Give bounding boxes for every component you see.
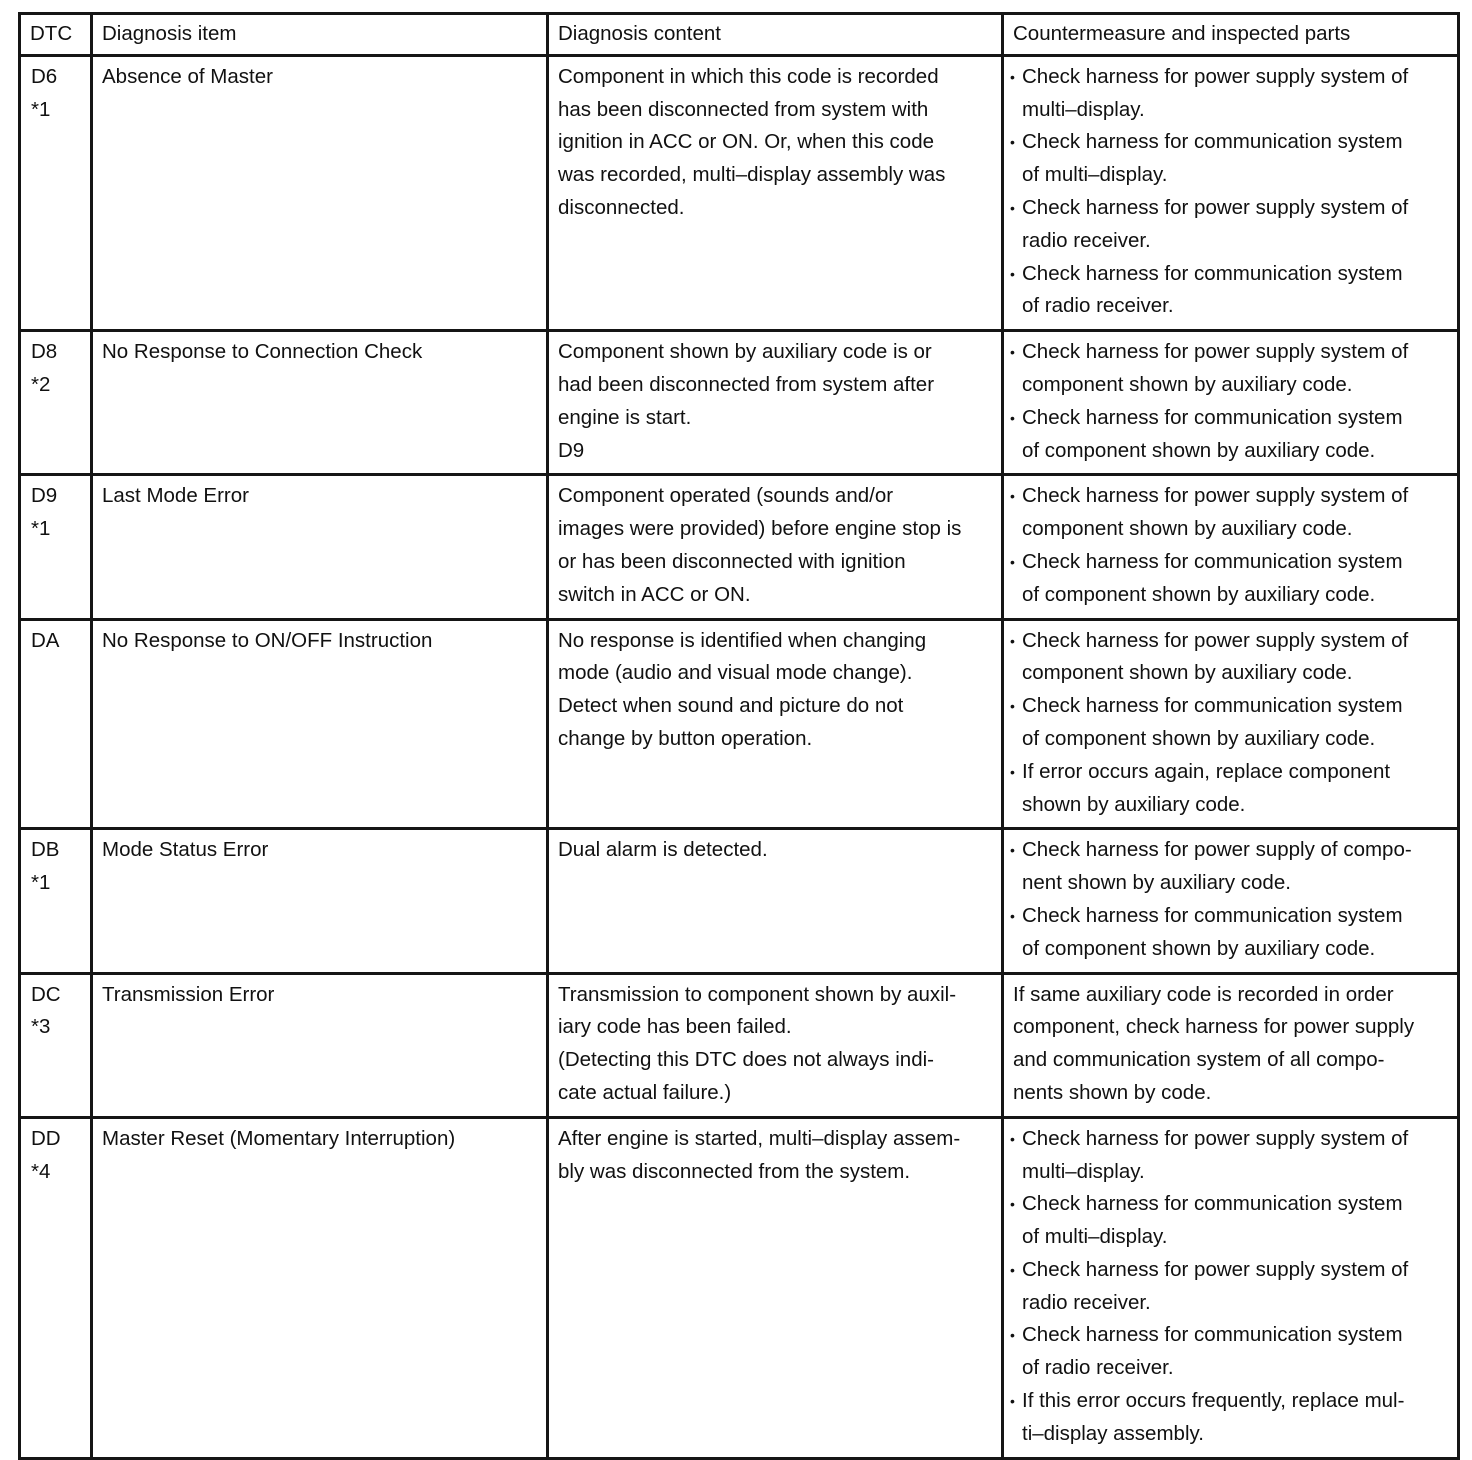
bullet-icon: • [1010,1327,1015,1344]
dtc-code: DB [31,838,60,862]
bullet-icon: • [1010,842,1015,859]
dtc-footnote: *1 [31,517,51,541]
header-row [20,14,1459,56]
countermeasure-item [1010,1123,1449,1189]
diagnosis-item: Last Mode Error [102,484,249,508]
bullet-icon: • [1010,265,1015,282]
countermeasure-line: Check harness for communication system [1022,261,1403,285]
diagnosis-content-line: images were provided) before engine stop is [558,517,962,541]
diagnosis-content-line: has been disconnected from system with [558,97,929,121]
countermeasure-line: of radio receiver. [1022,294,1174,318]
countermeasure-line: Check harness for power supply system of [1022,1257,1409,1281]
diagnosis-content-cell [548,619,1003,829]
dtc-code: D8 [31,340,58,364]
diagnosis-content-line: Component operated (sounds and/or [558,484,894,508]
countermeasure-list [1010,834,1449,965]
diagnosis-content-cell [548,475,1003,619]
countermeasure-line: Check harness for power supply system of [1022,64,1409,88]
countermeasure-line: Check harness for communication system [1022,130,1403,154]
table-row [20,829,1459,973]
countermeasure-line: of multi–display. [1022,1225,1168,1249]
bullet-icon: • [1010,68,1015,85]
countermeasure-cell [1003,973,1459,1117]
table-row [20,973,1459,1117]
diagnosis-item-cell [92,55,548,330]
bullet-icon: • [1010,199,1015,216]
countermeasure-line: Check harness for communication system [1022,694,1403,718]
countermeasure-item [1010,61,1449,127]
diagnosis-content-cell [548,829,1003,973]
diagnosis-content-line: engine is start. [558,405,692,429]
countermeasure-list [1010,1123,1449,1451]
countermeasure-item [1010,192,1449,258]
diagnosis-content-line: iary code has been failed. [558,1015,792,1039]
dtc-footnote: *3 [31,1015,51,1039]
dtc-cell [20,475,92,619]
header-diagnosis-item: Diagnosis item [92,14,548,56]
bullet-icon: • [1010,907,1015,924]
countermeasure-item [1010,625,1449,691]
diagnosis-content-cell [548,331,1003,475]
countermeasure-line: component shown by auxiliary code. [1022,517,1353,541]
diagnosis-content-cell [548,55,1003,330]
bullet-icon: • [1010,344,1015,361]
dtc-cell [20,55,92,330]
table-row [20,331,1459,475]
countermeasure-line: of component shown by auxiliary code. [1022,936,1376,960]
countermeasure-line: Check harness for power supply system of [1022,1126,1409,1150]
countermeasure-line: component, check harness for power supply [1013,1015,1415,1039]
countermeasure-cell [1003,1117,1459,1458]
diagnosis-item-cell [92,619,548,829]
diagnosis-item: No Response to ON/OFF Instruction [102,628,433,652]
countermeasure-item [1010,690,1449,756]
dtc-table [18,12,1460,1460]
table-row [20,619,1459,829]
countermeasure-line: Check harness for power supply system of [1022,628,1409,652]
diagnosis-content-cell [548,973,1003,1117]
countermeasure-line: of component shown by auxiliary code. [1022,582,1376,606]
diagnosis-content-line: Component shown by auxiliary code is or [558,340,932,364]
countermeasure-cell [1003,619,1459,829]
countermeasure-item [1010,1188,1449,1254]
countermeasure-line: shown by auxiliary code. [1022,792,1246,816]
countermeasure-item [1010,126,1449,192]
diagnosis-content-line: Detect when sound and picture do not [558,694,904,718]
diagnosis-content-line: disconnected. [558,195,685,219]
diagnosis-content-line: mode (audio and visual mode change). [558,661,913,685]
countermeasure-line: Check harness for power supply of compo- [1022,838,1412,862]
diagnosis-content-line: or has been disconnected with ignition [558,549,906,573]
dtc-code: D6 [31,64,58,88]
dtc-footnote: *4 [31,1159,51,1183]
dtc-table-sheet [18,12,1460,1460]
diagnosis-content-line: ignition in ACC or ON. Or, when this code [558,130,935,154]
countermeasure-line: nent shown by auxiliary code. [1022,871,1291,895]
bullet-icon: • [1010,409,1015,426]
dtc-cell [20,829,92,973]
bullet-icon: • [1010,1261,1015,1278]
countermeasure-line: Check harness for communication system [1022,903,1403,927]
bullet-icon: • [1010,698,1015,715]
bullet-icon: • [1010,488,1015,505]
countermeasure-item [1010,258,1449,324]
diagnosis-content-line: D9 [558,438,585,462]
countermeasure-line: of component shown by auxiliary code. [1022,726,1376,750]
countermeasure-line: Check harness for communication system [1022,405,1403,429]
diagnosis-content-line: was recorded, multi–display assembly was [558,163,946,187]
countermeasure-line: Check harness for power supply system of [1022,340,1409,364]
diagnosis-item: Master Reset (Momentary Interruption) [102,1126,456,1150]
diagnosis-item: Absence of Master [102,64,273,88]
dtc-footnote: *1 [31,97,51,121]
countermeasure-line: multi–display. [1022,97,1145,121]
diagnosis-content-line: (Detecting this DTC does not always indi- [558,1048,934,1072]
countermeasure-cell [1003,331,1459,475]
table-row [20,1117,1459,1458]
bullet-icon: • [1010,553,1015,570]
countermeasure-cell [1003,829,1459,973]
countermeasure-line: of radio receiver. [1022,1356,1174,1380]
countermeasure-cell [1003,475,1459,619]
countermeasure-item [1010,1385,1449,1451]
bullet-icon: • [1010,1130,1015,1147]
countermeasure-line: component shown by auxiliary code. [1022,661,1353,685]
countermeasure-cell [1003,55,1459,330]
diagnosis-item-cell [92,829,548,973]
bullet-icon: • [1010,134,1015,151]
diagnosis-content-line: switch in ACC or ON. [558,582,751,606]
countermeasure-line: If same auxiliary code is recorded in order [1013,982,1394,1006]
header-countermeasure: Countermeasure and inspected parts [1003,14,1459,56]
dtc-footnote: *1 [31,871,51,895]
diagnosis-item: Mode Status Error [102,838,269,862]
countermeasure-line: and communication system of all compo- [1013,1048,1385,1072]
diagnosis-item-cell [92,331,548,475]
dtc-code: DD [31,1126,61,1150]
countermeasure-list [1010,61,1449,323]
dtc-code: D9 [31,484,58,508]
dtc-footnote: *2 [31,372,51,396]
table-row [20,475,1459,619]
bullet-icon: • [1010,1196,1015,1213]
countermeasure-line: ti–display assembly. [1022,1421,1204,1445]
diagnosis-content-line: cate actual failure.) [558,1080,732,1104]
diagnosis-item: Transmission Error [102,982,275,1006]
dtc-cell [20,331,92,475]
diagnosis-content-line: No response is identified when changing [558,628,927,652]
countermeasure-line: If this error occurs frequently, replace mul- [1022,1389,1405,1413]
dtc-cell [20,1117,92,1458]
countermeasure-line: of component shown by auxiliary code. [1022,438,1376,462]
countermeasure-item [1010,900,1449,966]
diagnosis-content-cell [548,1117,1003,1458]
dtc-cell [20,619,92,829]
countermeasure-item [1010,402,1449,468]
countermeasure-line: radio receiver. [1022,228,1151,252]
countermeasure-list [1010,336,1449,467]
dtc-code: DA [31,628,60,652]
countermeasure-line: Check harness for power supply system of [1022,195,1409,219]
table-row [20,55,1459,330]
dtc-code: DC [31,982,61,1006]
dtc-cell [20,973,92,1117]
countermeasure-item [1010,1319,1449,1385]
bullet-icon: • [1010,632,1015,649]
diagnosis-content-line: change by button operation. [558,726,813,750]
countermeasure-item [1010,756,1449,822]
countermeasure-item [1010,1254,1449,1320]
countermeasure-line: multi–display. [1022,1159,1145,1183]
countermeasure-item [1010,336,1449,402]
diagnosis-content-line: bly was disconnected from the system. [558,1159,911,1183]
diagnosis-item-cell [92,475,548,619]
diagnosis-content-line: had been disconnected from system after [558,372,935,396]
countermeasure-item [1010,546,1449,612]
countermeasure-item [1010,480,1449,546]
countermeasure-line: component shown by auxiliary code. [1022,372,1353,396]
countermeasure-line: Check harness for power supply system of [1022,484,1409,508]
diagnosis-content-line: Transmission to component shown by auxil- [558,982,957,1006]
countermeasure-list [1010,625,1449,822]
countermeasure-text [1013,979,1449,1110]
countermeasure-line: of multi–display. [1022,163,1168,187]
diagnosis-content-line: Dual alarm is detected. [558,838,768,862]
countermeasure-line: Check harness for communication system [1022,1192,1403,1216]
header-diagnosis-content: Diagnosis content [548,14,1003,56]
countermeasure-line: Check harness for communication system [1022,549,1403,573]
countermeasure-line: nents shown by code. [1013,1080,1212,1104]
countermeasure-item [1010,834,1449,900]
diagnosis-item-cell [92,973,548,1117]
dtc-table-body [20,55,1459,1458]
countermeasure-list [1010,480,1449,611]
countermeasure-line: Check harness for communication system [1022,1323,1403,1347]
countermeasure-line: If error occurs again, replace component [1022,759,1391,783]
diagnosis-item: No Response to Connection Check [102,340,423,364]
bullet-icon: • [1010,1393,1015,1410]
diagnosis-content-line: After engine is started, multi–display assem- [558,1126,961,1150]
bullet-icon: • [1010,763,1015,780]
header-dtc: DTC [20,14,92,56]
diagnosis-content-line: Component in which this code is recorded [558,64,939,88]
diagnosis-item-cell [92,1117,548,1458]
countermeasure-line: radio receiver. [1022,1290,1151,1314]
